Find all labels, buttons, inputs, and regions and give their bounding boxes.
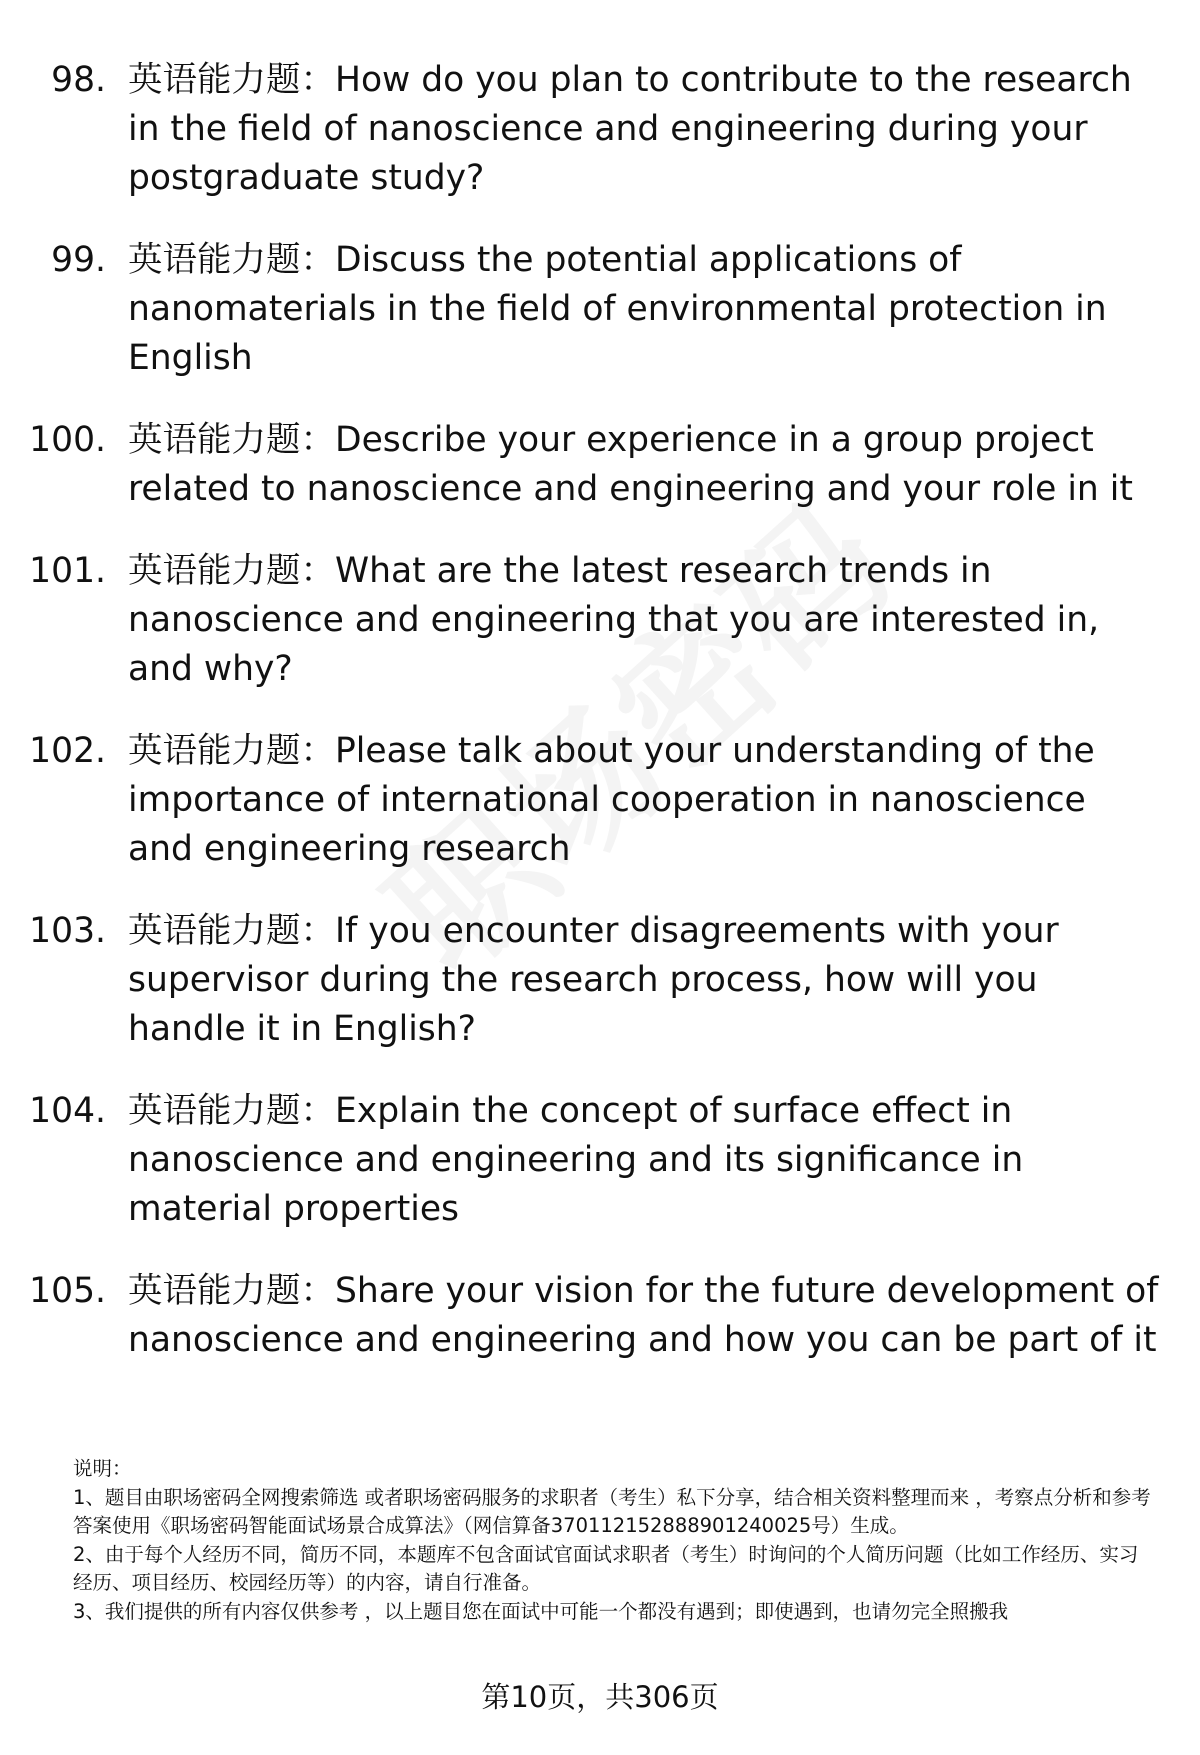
question-list — [0, 56, 1200, 1398]
question-number: 105. — [29, 1271, 106, 1311]
question-text: If you encounter disagreements with your supervisor during the research process, how will you handle it in English? — [128, 911, 1059, 1049]
question-item — [0, 907, 1200, 1054]
question-item — [0, 56, 1200, 203]
note-item: 1、题目由职场密码全网搜索筛选 或者职场密码服务的求职者（考生）私下分享，结合相关资料整理而来 ，考察点分析和参考答案使用《职场密码智能面试场景合成算法》（网信算备370112152888901240025号）生成。 — [73, 1485, 1151, 1537]
question-number: 98. — [51, 60, 106, 100]
notes-heading: 说明： — [73, 1457, 132, 1480]
question-item — [0, 1087, 1200, 1234]
question-item — [0, 547, 1200, 694]
question-number: 104. — [29, 1091, 106, 1131]
question-number: 101. — [29, 551, 106, 591]
question-tag: 英语能力题： — [128, 60, 335, 100]
note-item: 2、由于每个人经历不同，简历不同，本题库不包含面试官面试求职者（考生）时询问的个人简历问题（比如工作经历、实习经历、项目经历、校园经历等）的内容，请自行准备。 — [73, 1542, 1139, 1594]
question-text: How do you plan to contribute to the research in the field of nanoscience and engineering during your postgraduate study? — [128, 60, 1132, 198]
question-tag: 英语能力题： — [128, 911, 335, 951]
question-text: Describe your experience in a group project related to nanoscience and engineering and your role in it — [128, 420, 1133, 509]
question-number: 103. — [29, 911, 106, 951]
question-tag: 英语能力题： — [128, 551, 335, 591]
page-number-footer: 第10页，共306页 — [481, 1680, 719, 1714]
question-tag: 英语能力题： — [128, 420, 335, 460]
question-number: 99. — [51, 240, 106, 280]
question-tag: 英语能力题： — [128, 731, 335, 771]
note-item: 3、我们提供的所有内容仅供参考 ，以上题目您在面试中可能一个都没有遇到；即使遇到，也请勿完全照搬我 — [73, 1599, 1009, 1623]
question-tag: 英语能力题： — [128, 1271, 335, 1311]
question-tag: 英语能力题： — [128, 1091, 335, 1131]
question-item — [0, 1267, 1200, 1365]
question-text: Discuss the potential applications of nanomaterials in the field of environmental protection in English — [128, 240, 1107, 378]
question-tag: 英语能力题： — [128, 240, 335, 280]
question-item — [0, 236, 1200, 383]
question-text: Please talk about your understanding of the importance of international cooperation in nanoscience and engineering research — [128, 731, 1095, 869]
question-text: What are the latest research trends in nanoscience and engineering that you are interested in, and why? — [128, 551, 1100, 689]
question-item — [0, 727, 1200, 874]
question-text: Explain the concept of surface effect in nanoscience and engineering and its significance in material properties — [128, 1091, 1024, 1229]
question-number: 102. — [29, 731, 106, 771]
question-number: 100. — [29, 420, 106, 460]
notes-section — [73, 1455, 1153, 1626]
question-text: Share your vision for the future development of nanoscience and engineering and how you can be part of it — [128, 1271, 1159, 1360]
question-item — [0, 416, 1200, 514]
